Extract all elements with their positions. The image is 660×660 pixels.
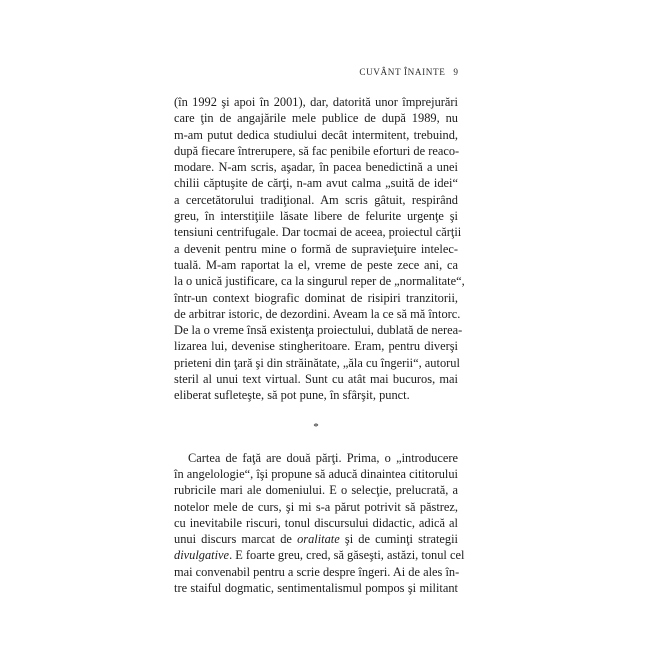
text-line: la o unică justificare, ca la singurul reper de „normalitate“, (174, 274, 465, 289)
text-line: a devenit pentru mine o formă de supravieţuire intelec- (174, 241, 458, 256)
italic-term: divulgative (174, 548, 230, 563)
running-title: CUVÂNT ÎNAINTE (359, 67, 446, 77)
body-text (174, 94, 465, 596)
text-line: chilii căptuşite de cărţi, n-am avut calma „suită de idei“ (174, 176, 458, 191)
text-line: de arbitrar istoric, de dezordini. Aveam la ce să mă întorc. (174, 306, 461, 321)
text-line: lizarea lui, devenise stingheritoare. Eram, pentru diverşi (174, 339, 458, 354)
italic-term: oralitate (297, 532, 340, 547)
text-line: prieteni din ţară şi din străinătate, „ăla cu îngerii“, autorul (174, 355, 460, 370)
text-line: după fiecare întrerupere, să fac penibile eforturi de reaco- (174, 143, 460, 158)
text-line: în angelologie“, îşi propune să aducă dinaintea cititorului (174, 466, 458, 481)
text-line: (în 1992 şi apoi în 2001), dar, datorită unor împrejurări (174, 95, 458, 109)
text-line: eliberat sufleteşte, să pot pune, în sfârşit, punct. (174, 388, 410, 403)
text-line (174, 547, 465, 563)
text-line: rubricile mari ale domeniului. E o selecţie, prelucrată, a (174, 483, 458, 498)
text-line: cu inevitabile riscuri, tonul discursului didactic, adică al (174, 515, 458, 530)
text-line: notelor mele de curs, şi mi s-a părut potrivit să păstrez, (174, 499, 458, 514)
text-line: tuală. M-am raportat la el, vreme de peste zece ani, ca (174, 257, 458, 272)
text-line: De la o vreme însă existenţa proiectului, dublată de nerea- (174, 323, 463, 338)
text-line: steril al unui text virtual. Sunt cu atât mai bucuros, mai (174, 372, 458, 387)
text-line (174, 531, 458, 547)
page-number: 9 (453, 67, 458, 77)
text-run: şi de cuminţi strategii (339, 532, 458, 547)
text-line: modare. N-am scris, aşadar, în pacea benedictină a unei (174, 160, 458, 175)
running-header (359, 67, 458, 77)
text-line: a cercetătorului tradiţional. Am scris gâtuit, respirând (174, 192, 458, 207)
paragraph-1 (174, 94, 465, 404)
text-line: Cartea de faţă are două părţi. Prima, o „introducere (188, 450, 458, 465)
text-run: . E foarte greu, cred, să găseşti, astăzi, tonul cel (229, 548, 465, 563)
section-separator: * (313, 420, 319, 433)
text-run: unui discurs marcat de (174, 532, 298, 547)
text-line: greu, în interstiţiile lăsate libere de felurite urgenţe şi (174, 209, 458, 224)
text-line: mai convenabil pentru a scrie despre îngeri. Ai de ales în- (174, 564, 460, 579)
text-line: tensiuni centrifugale. Dar tocmai de aceea, proiectul cărţii (174, 225, 462, 240)
text-line: tre staiful dogmatic, sentimentalismul pompos şi militant (174, 581, 458, 596)
text-line: care ţin de angajările mele publice de după 1989, nu (174, 111, 458, 126)
text-line: m-am putut dedica studiului decât intermitent, trebuind, (174, 127, 458, 142)
paragraph-2 (174, 450, 465, 597)
text-line: într-un context biografic dominat de risipiri tranzitorii, (174, 290, 458, 305)
